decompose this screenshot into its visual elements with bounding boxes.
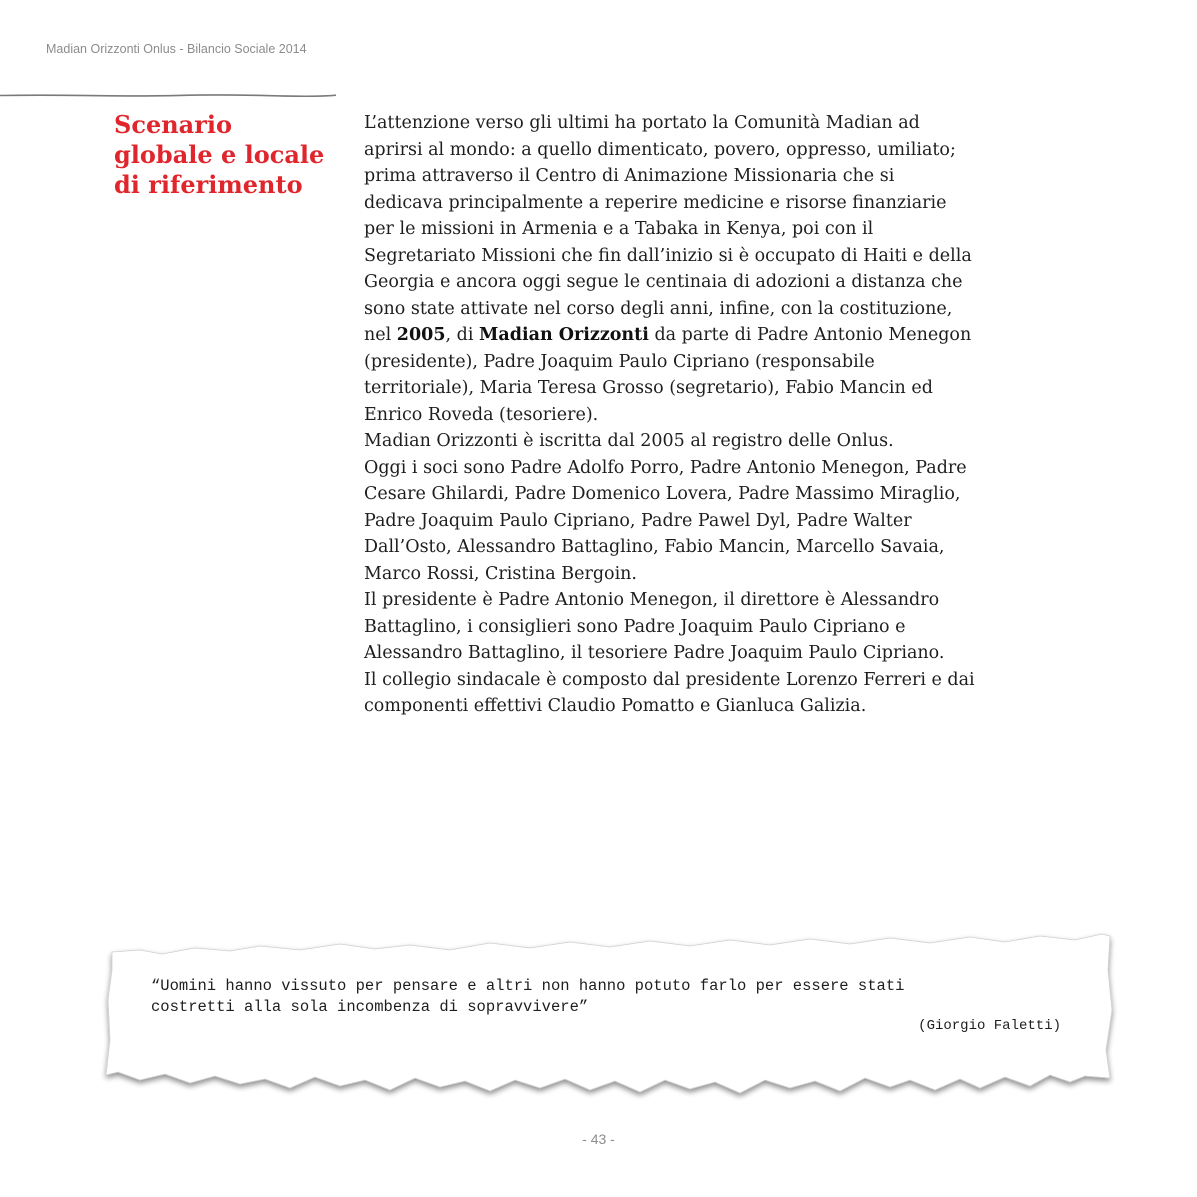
body-line: Padre Joaquim Paulo Cipriano, Padre Pawel Dyl, Padre Walter	[364, 510, 912, 531]
body-line: territoriale), Maria Teresa Grosso (segretario), Fabio Mancin ed	[364, 378, 933, 398]
body-line: (presidente), Padre Joaquim Paulo Cipriano (responsabile	[364, 351, 875, 372]
body-line: Georgia e ancora oggi segue le centinaia di adozioni a distanza che	[364, 272, 963, 292]
body-line: Enrico Roveda (tesoriere).	[364, 404, 599, 425]
body-text	[364, 110, 1084, 720]
body-line: sono state attivate nel corso degli anni, infine, con la costituzione,	[364, 298, 953, 319]
section-title-line: Scenario	[114, 110, 232, 139]
body-line: Madian Orizzonti è iscritta dal 2005 al registro delle Onlus.	[364, 431, 894, 451]
body-line: componenti effettivi Claudio Pomatto e Gianluca Galizia.	[364, 696, 867, 716]
header-rule	[0, 94, 336, 97]
body-line: L’attenzione verso gli ultimi ha portato la Comunità Madian ad	[364, 113, 920, 133]
running-header: Madian Orizzonti Onlus - Bilancio Sociale 2014	[46, 42, 307, 56]
body-line: aprirsi al mondo: a quello dimenticato, povero, oppresso, umiliato;	[364, 139, 956, 160]
section-title-line: di riferimento	[114, 170, 303, 199]
quote-line: costretti alla sola incombenza di sopravvivere”	[151, 998, 589, 1016]
body-line: Il collegio sindacale è composto dal presidente Lorenzo Ferreri e dai	[364, 669, 975, 690]
body-line: Battaglino, i consiglieri sono Padre Joaquim Paulo Cipriano e	[364, 616, 906, 637]
section-title	[114, 110, 344, 200]
body-line: Il presidente è Padre Antonio Menegon, il direttore è Alessandro	[364, 590, 940, 610]
founding-year: 2005	[396, 325, 446, 345]
founding-pre: nel	[364, 325, 397, 345]
body-line-founding	[364, 322, 1084, 349]
page-number: - 43 -	[582, 1131, 615, 1147]
body-line: Segretariato Missioni che fin dall’inizio si è occupato di Haiti e della	[364, 245, 972, 266]
section-title-line: globale e locale	[114, 140, 325, 169]
quote-line: “Uomini hanno vissuto per pensare e altri non hanno potuto farlo per essere stati	[151, 977, 905, 995]
body-line: Alessandro Battaglino, il tesoriere Padre Joaquim Paulo Cipriano.	[364, 643, 945, 663]
body-line: Dall’Osto, Alessandro Battaglino, Fabio Mancin, Marcello Savaia,	[364, 537, 945, 557]
body-line: Marco Rossi, Cristina Bergoin.	[364, 563, 637, 584]
organization-name: Madian Orizzonti	[479, 325, 649, 345]
body-line: Oggi i soci sono Padre Adolfo Porro, Padre Antonio Menegon, Padre	[364, 457, 967, 478]
quote-text	[151, 976, 904, 1018]
founding-post: da parte di Padre Antonio Menegon	[648, 325, 972, 345]
quote-author: (Giorgio Faletti)	[918, 1018, 1061, 1034]
body-line: prima attraverso il Centro di Animazione Missionaria che si	[364, 166, 895, 186]
body-line: dedicava principalmente a reperire medicine e risorse finanziarie	[364, 192, 947, 213]
founding-mid: , di	[445, 325, 480, 345]
body-line: per le missioni in Armenia e a Tabaka in Kenya, poi con il	[364, 219, 874, 239]
body-line: Cesare Ghilardi, Padre Domenico Lovera, Padre Massimo Miraglio,	[364, 484, 961, 504]
